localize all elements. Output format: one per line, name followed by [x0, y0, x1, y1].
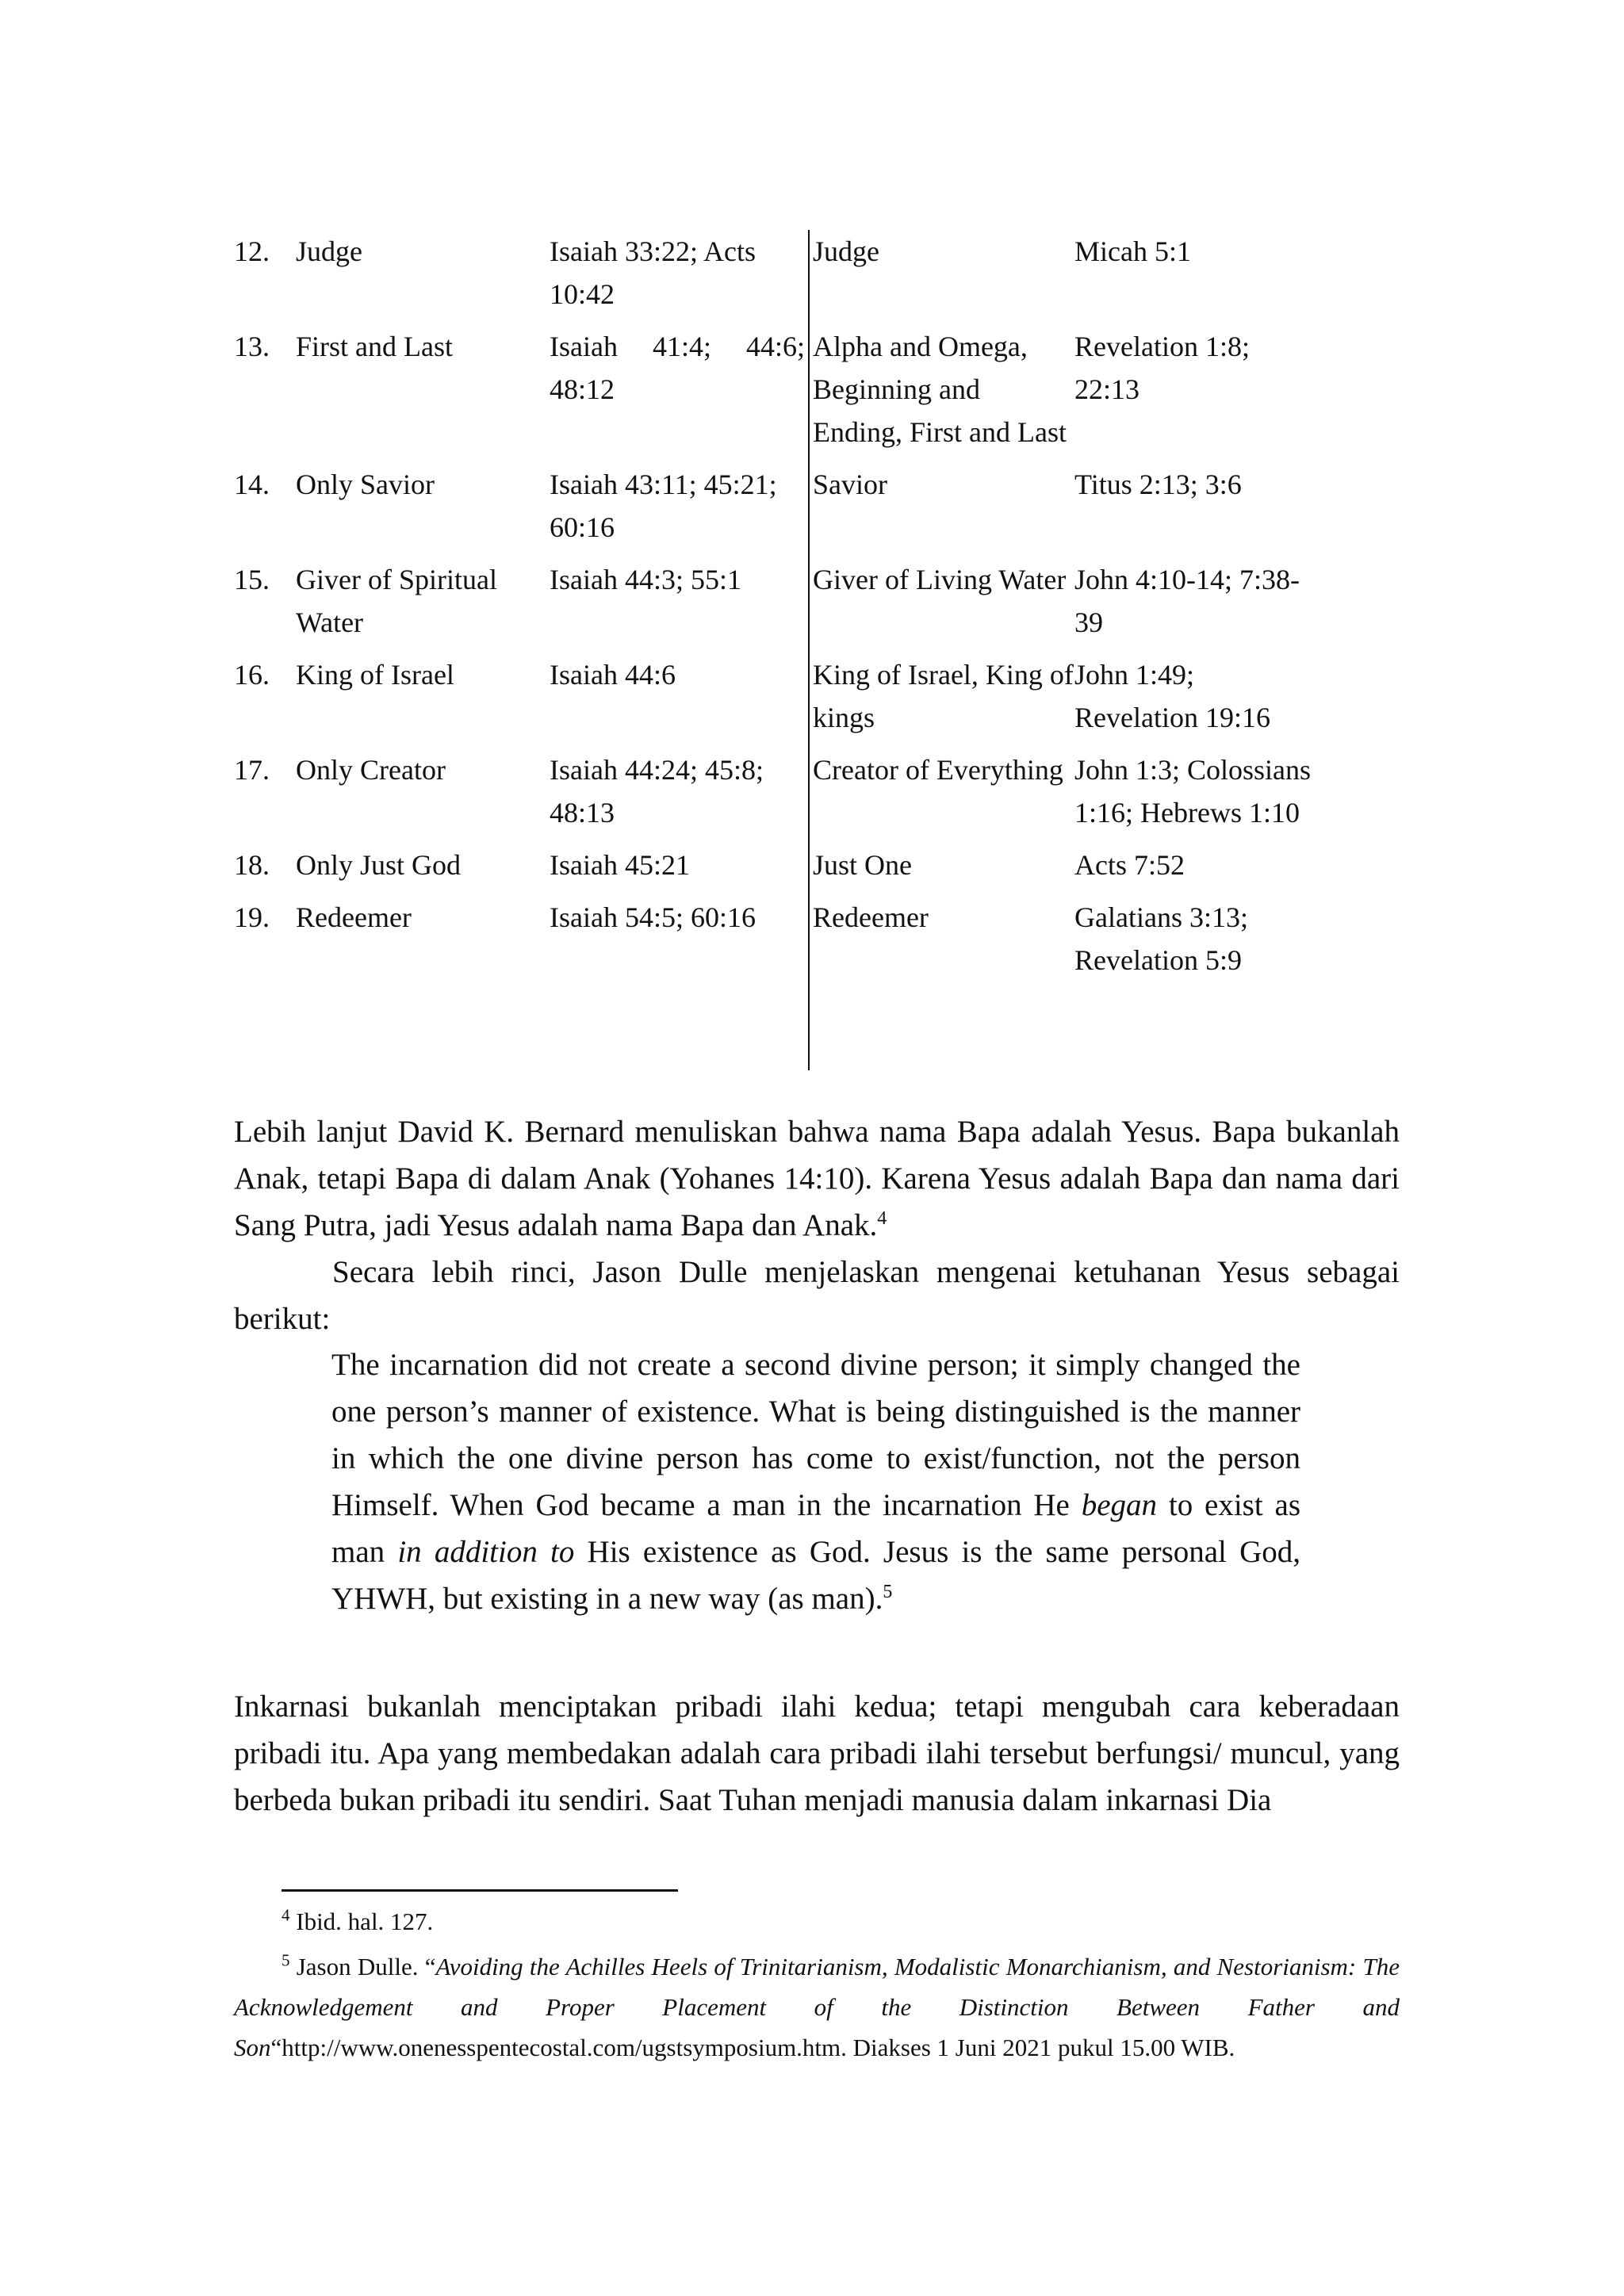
- ot-reference: Isaiah 54:5; 60:16: [550, 901, 756, 933]
- ot-reference: Isaiah 44:6: [550, 659, 676, 691]
- row-number: 14.: [234, 469, 270, 500]
- nt-title: Just One: [813, 849, 912, 881]
- nt-reference: Galatians 3:13; Revelation 5:9: [1074, 901, 1248, 976]
- ot-reference: Isaiah 41:4; 44:6; 48:12: [550, 331, 805, 405]
- row-number: 18.: [234, 849, 270, 881]
- table-row: [234, 896, 1400, 982]
- footnote-ref-5: 5: [883, 1582, 893, 1602]
- nt-reference: Revelation 1:8; 22:13: [1074, 331, 1250, 405]
- block-quote: The incarnation did not create a second divine person; it simply changed the one person’s manner of existence. What is being distinguished is the manner in which the one divine person has come to exist/function, not the person Himself. When God became a man in the incarnation He began to exist as man in addition to His existence as God. Jesus is the same personal God, YHWH, but existing in a new way (as man).$^5$: [331, 1348, 1301, 1616]
- nt-title: Giver of Living Water: [813, 564, 1067, 595]
- ot-reference: Isaiah 44:3; 55:1: [550, 564, 741, 595]
- ot-title: Redeemer: [296, 901, 412, 933]
- row-number: 16.: [234, 659, 270, 691]
- nt-reference: John 4:10-14; 7:38-39: [1074, 564, 1300, 638]
- nt-reference: Titus 2:13; 3:6: [1074, 469, 1242, 500]
- table-row: [234, 844, 1400, 886]
- footnote-4: $^4$ Ibid. hal. 127.: [282, 1905, 434, 1935]
- table-row: [234, 558, 1400, 644]
- ot-reference: Isaiah 43:11; 45:21; 60:16: [550, 469, 777, 543]
- table-row: [234, 653, 1400, 739]
- row-number: 17.: [234, 754, 270, 786]
- body-paragraph: Inkarnasi bukanlah menciptakan pribadi ilahi kedua; tetapi mengubah cara keberadaan pribadi itu. Apa yang membedakan adalah cara pribadi ilahi tersebut berfungsi/ muncul, yang berbeda bukan pribadi itu sendiri. Saat Tuhan menjadi manusia dalam inkarnasi Dia: [234, 1689, 1400, 1817]
- ot-title: Judge: [296, 235, 362, 267]
- row-number: 12.: [234, 235, 270, 267]
- ot-title: Giver of Spiritual Water: [296, 564, 497, 638]
- nt-reference: Acts 7:52: [1074, 849, 1185, 881]
- ot-title: First and Last: [296, 331, 453, 362]
- footnote-separator: [282, 1889, 678, 1892]
- table-row: [234, 463, 1400, 549]
- body-paragraph: Secara lebih rinci, Jason Dulle menjelaskan mengenai ketuhanan Yesus sebagai berikut:: [234, 1255, 1400, 1336]
- nt-reference: John 1:3; Colossians 1:16; Hebrews 1:10: [1074, 754, 1312, 828]
- ot-reference: Isaiah 44:24; 45:8; 48:13: [550, 754, 764, 828]
- names-comparison-table: [234, 230, 1400, 991]
- nt-title: King of Israel, King of kings: [813, 659, 1074, 733]
- ot-title: Only Just God: [296, 849, 462, 881]
- ot-title: Only Creator: [296, 754, 446, 786]
- ot-reference: Isaiah 45:21: [550, 849, 690, 881]
- nt-title: Alpha and Omega, Beginning and Ending, First and Last: [813, 331, 1067, 448]
- nt-reference: John 1:49; Revelation 19:16: [1074, 659, 1270, 733]
- nt-title: Redeemer: [813, 901, 929, 933]
- table-row: [234, 325, 1400, 453]
- ot-title: Only Savior: [296, 469, 435, 500]
- footnote-ref-4: 4: [877, 1208, 887, 1229]
- row-number: 15.: [234, 564, 270, 595]
- nt-title: Creator of Everything: [813, 754, 1063, 786]
- table-row: [234, 230, 1400, 316]
- ot-title: King of Israel: [296, 659, 454, 691]
- nt-title: Judge: [813, 235, 879, 267]
- table-row: [234, 748, 1400, 834]
- row-number: 13.: [234, 331, 270, 362]
- footnote-5: $^5$ Jason Dulle. “Avoiding the Achilles Heels of Trinitarianism, Modalistic Monarchianism, and Nestorianism: The Acknowledgement and Proper Placement of the Distinction Between Father and Son“http://www.onenesspentecostal.com/ugstsymposium.htm. Diakses 1 Juni 2021 pukul 15.00 WIB.: [234, 1950, 1400, 2061]
- ot-reference: Isaiah 33:22; Acts 10:42: [550, 235, 756, 310]
- row-number: 19.: [234, 901, 270, 933]
- nt-reference: Micah 5:1: [1074, 235, 1191, 267]
- body-paragraph: Lebih lanjut David K. Bernard menuliskan bahwa nama Bapa adalah Yesus. Bapa bukanlah Anak, tetapi Bapa di dalam Anak (Yohanes 14:10). Karena Yesus adalah Bapa dan nama dari Sang Putra, jadi Yesus adalah nama Bapa dan Anak.$^4$: [234, 1115, 1400, 1242]
- nt-title: Savior: [813, 469, 887, 500]
